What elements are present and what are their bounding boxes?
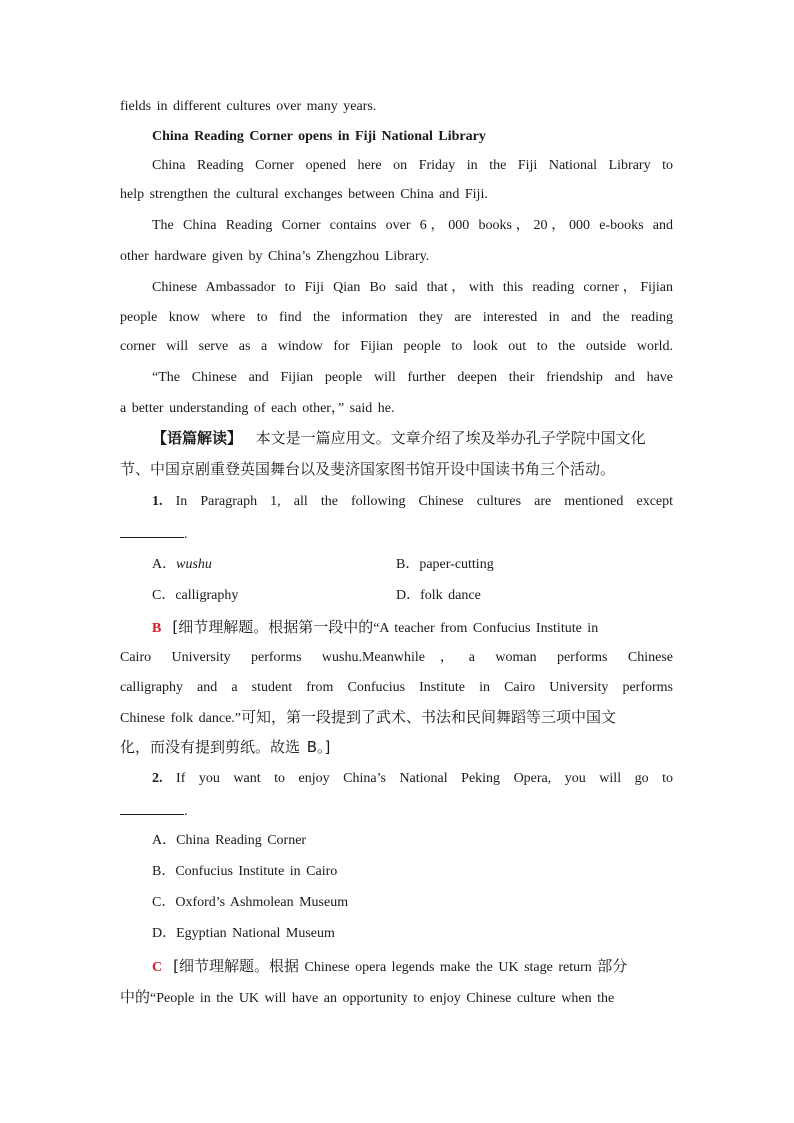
- passage-line: The China Reading Corner contains over 6，000 books，20，000 e-books and: [152, 218, 673, 233]
- passage-line: Chinese Ambassador to Fiji Qian Bo said that，with this reading corner，Fijian: [152, 280, 673, 295]
- option-c: C．calligraphy: [152, 588, 239, 603]
- explanation-line: Cairo University performs wushu.Meanwhile，a woman performs Chinese: [120, 650, 673, 665]
- option-a: A．wushu: [152, 557, 212, 572]
- options-row: [152, 586, 673, 606]
- option-b: B．paper-cutting: [396, 557, 494, 572]
- option-d: D．folk dance: [396, 588, 481, 603]
- question-number: 2.: [152, 771, 163, 786]
- explanation-line: Chinese folk dance.”可知，第一段提到了武术、书法和民间舞蹈等三项中国文: [120, 708, 617, 726]
- answer-letter: C: [152, 960, 163, 975]
- answer-blank-line: .: [120, 523, 673, 545]
- option-b: B．Confucius Institute in Cairo: [152, 864, 338, 879]
- analysis-line: [152, 428, 673, 448]
- analysis-text: 本文是一篇应用文。文章介绍了埃及举办孔子学院中国文化: [255, 429, 646, 447]
- passage-line: other hardware given by China’s Zhengzhou Library.: [120, 249, 430, 264]
- passage-line: China Reading Corner opened here on Friday in the Fiji National Library to: [152, 158, 673, 173]
- explanation-line: C [细节理解题。根据 Chinese opera legends make the UK stage return 部分: [152, 957, 628, 975]
- question-number: 1.: [152, 494, 163, 509]
- option-a: A．China Reading Corner: [152, 833, 307, 848]
- passage-line: a better understanding of each other，” said he.: [120, 401, 395, 416]
- answer-blank-line: .: [120, 800, 673, 822]
- passage-line: corner will serve as a window for Fijian people to look out to the outside world.: [120, 339, 673, 354]
- article-heading: China Reading Corner opens in Fiji National Library: [152, 129, 486, 144]
- analysis-label: 【语篇解读】: [152, 429, 243, 447]
- explanation-line: B [细节理解题。根据第一段中的“A teacher from Confucius Institute in: [152, 618, 599, 636]
- option-c: C．Oxford’s Ashmolean Museum: [152, 895, 349, 910]
- explanation-line: 化，而没有提到剪纸。故选 B。]: [120, 738, 331, 756]
- passage-line: “The Chinese and Fijian people will further deepen their friendship and have: [152, 370, 673, 385]
- answer-letter: B: [152, 621, 162, 636]
- options-row: [152, 555, 673, 575]
- answer-blank: [120, 523, 184, 538]
- explanation-line: calligraphy and a student from Confucius Institute in Cairo University performs: [120, 680, 673, 695]
- explanation-line: 中的“People in the UK will have an opportunity to enjoy Chinese culture when the: [120, 988, 615, 1006]
- analysis-line: 节、中国京剧重登英国舞台以及斐济国家图书馆开设中国读书角三个活动。: [120, 460, 616, 478]
- passage-line: fields in different cultures over many years.: [120, 99, 377, 114]
- passage-line: people know where to find the information they are interested in and the reading: [120, 310, 673, 325]
- question-2-stem: 2. If you want to enjoy China’s National Peking Opera, you will go to: [152, 771, 674, 786]
- question-1-stem: 1. In Paragraph 1, all the following Chinese cultures are mentioned except: [152, 494, 674, 509]
- option-d: D．Egyptian National Museum: [152, 926, 335, 941]
- answer-blank: [120, 800, 184, 815]
- passage-line: help strengthen the cultural exchanges between China and Fiji.: [120, 187, 488, 202]
